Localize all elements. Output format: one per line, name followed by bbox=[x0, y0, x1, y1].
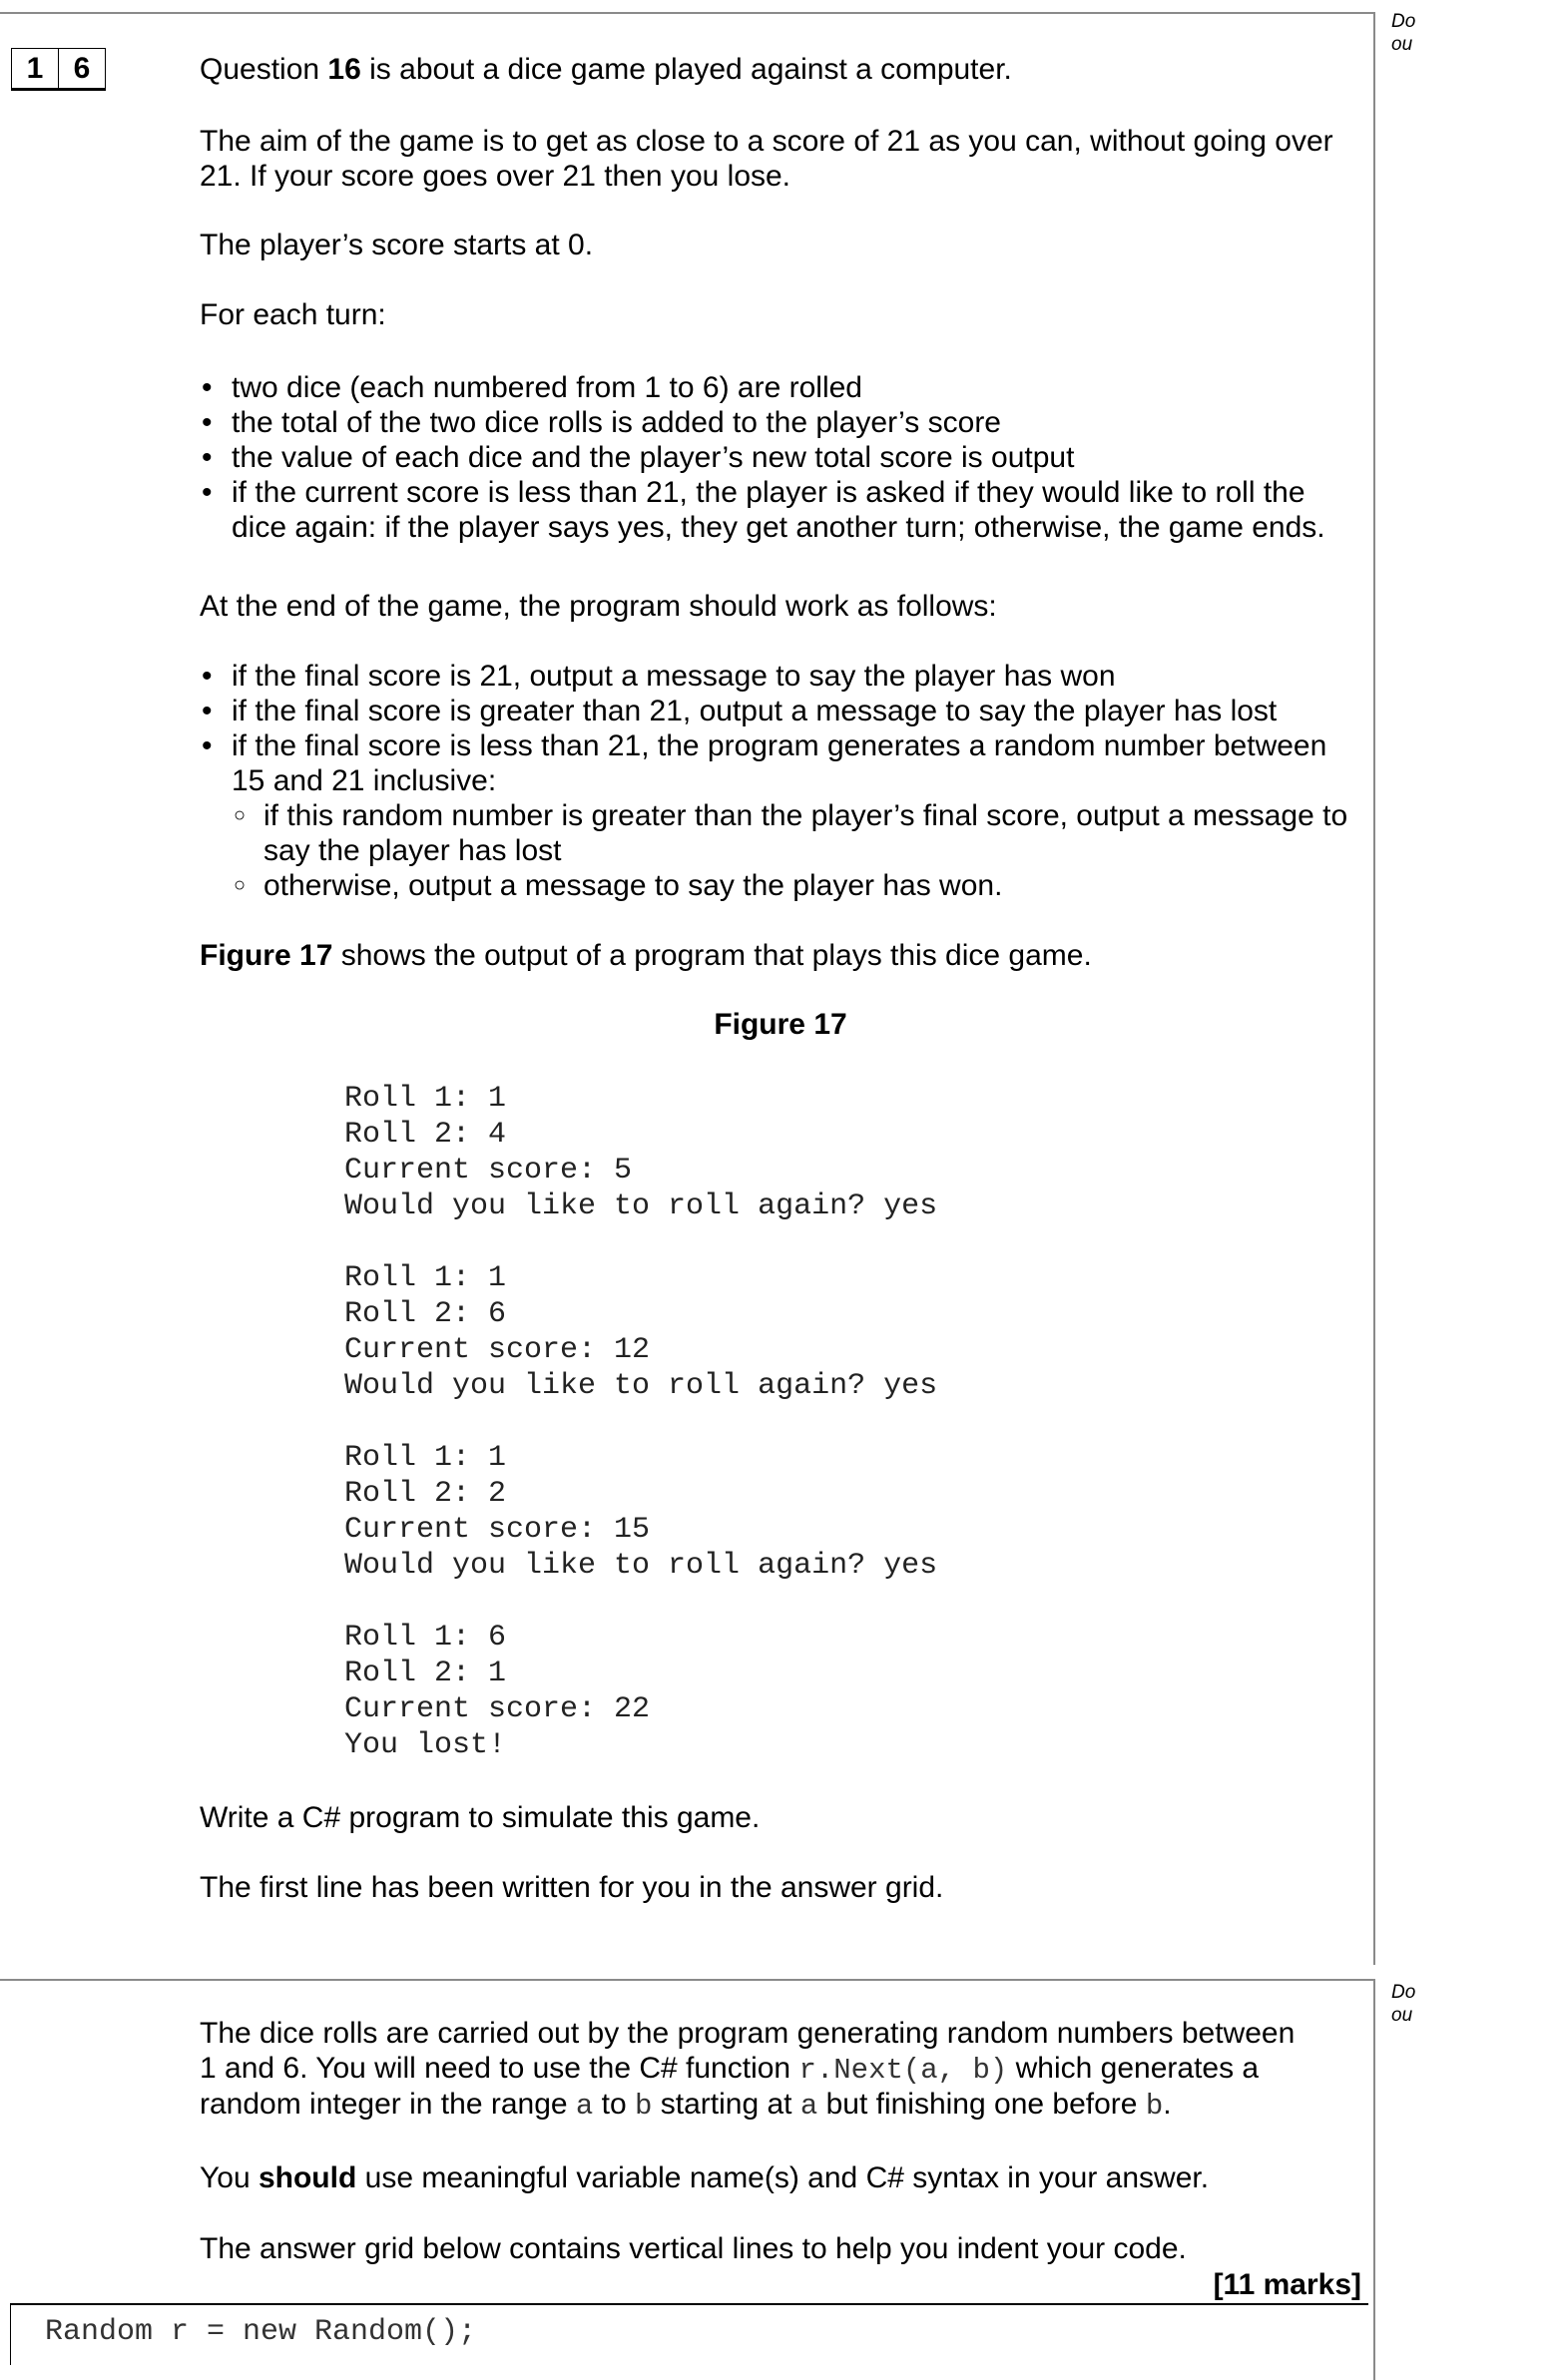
list-item: • if the final score is 21, output a message to say the player has won bbox=[200, 659, 1357, 694]
output-line: Roll 1: 6 bbox=[344, 1621, 507, 1655]
turn-bullet-list bbox=[200, 370, 1357, 545]
answer-first-line: Random r = new Random(); bbox=[45, 2315, 477, 2349]
text: You bbox=[200, 2161, 259, 2194]
inline-code: b bbox=[635, 2090, 653, 2123]
paragraph-line bbox=[200, 2052, 1367, 2089]
sub-bullet-list bbox=[232, 798, 1357, 903]
text: . bbox=[1163, 2088, 1172, 2121]
figure-ref-text: shows the output of a program that plays this dice game. bbox=[332, 939, 1092, 972]
margin-note bbox=[1391, 10, 1415, 56]
inline-code: b bbox=[1145, 2090, 1164, 2123]
margin-note-line: ou bbox=[1391, 2005, 1413, 2026]
output-line: Current score: 5 bbox=[344, 1154, 633, 1188]
inline-code: r.Next(a, b) bbox=[798, 2053, 1008, 2087]
sub-list-item: ○ if this random number is greater than the player’s final score, output a message to say the player has lost bbox=[232, 798, 1357, 868]
sub-list-item: ○ otherwise, output a message to say the player has won. bbox=[232, 868, 1357, 903]
dice-rolls-paragraph bbox=[200, 2017, 1367, 2125]
figure-title: Figure 17 bbox=[714, 1008, 847, 1041]
first-line-note: The first line has been written for you in the answer grid. bbox=[200, 1871, 944, 1904]
inline-code: a bbox=[575, 2090, 594, 2123]
list-item: • if the final score is greater than 21, output a message to say the player has lost bbox=[200, 694, 1357, 728]
margin-note-line: Do bbox=[1391, 11, 1416, 32]
figure-ref-bold: Figure 17 bbox=[200, 939, 333, 972]
output-line: Roll 2: 4 bbox=[344, 1118, 507, 1152]
grid-note: The answer grid below contains vertical lines to help you indent your code. bbox=[200, 2232, 1187, 2265]
list-item: • the value of each dice and the player’s new total score is output bbox=[200, 440, 1357, 475]
intro-number: 16 bbox=[327, 53, 361, 86]
output-line: You lost! bbox=[344, 1728, 507, 1762]
list-item: • the total of the two dice rolls is added to the player’s score bbox=[200, 405, 1357, 440]
text: but finishing one before bbox=[817, 2088, 1146, 2121]
start-paragraph: The player’s score starts at 0. bbox=[200, 229, 594, 261]
output-block bbox=[344, 1620, 937, 1763]
output-line: Would you like to roll again? yes bbox=[344, 1190, 938, 1223]
should-instruction bbox=[200, 2160, 1367, 2195]
output-line: Roll 2: 2 bbox=[344, 1477, 507, 1511]
output-block bbox=[344, 1260, 937, 1404]
list-item: • if the current score is less than 21, the player is asked if they would like to roll the dice again: if the player says yes, they get another turn; otherwise, the game ends. bbox=[200, 475, 1357, 545]
write-program-instruction: Write a C# program to simulate this game. bbox=[200, 1801, 761, 1834]
margin-note-line: Do bbox=[1391, 1982, 1416, 2003]
figure-reference bbox=[200, 938, 1367, 973]
end-bullet-list bbox=[200, 659, 1357, 903]
end-intro: At the end of the game, the program should work as follows: bbox=[200, 590, 997, 623]
text: to bbox=[593, 2088, 636, 2121]
emphasis: should bbox=[258, 2161, 357, 2194]
figure-output bbox=[344, 1081, 937, 1763]
paragraph-line: The dice rolls are carried out by the program generating random numbers between bbox=[200, 2017, 1296, 2050]
paragraph-line bbox=[200, 2088, 1367, 2125]
list-item: • two dice (each numbered from 1 to 6) are rolled bbox=[200, 370, 1357, 405]
question-digit: 6 bbox=[58, 49, 105, 88]
inline-code: a bbox=[799, 2090, 818, 2123]
output-line: Roll 2: 6 bbox=[344, 1297, 507, 1331]
text: use meaningful variable name(s) and C# syntax in your answer. bbox=[356, 2161, 1210, 2194]
output-line: Roll 2: 1 bbox=[344, 1657, 507, 1690]
output-line: Current score: 22 bbox=[344, 1692, 651, 1726]
output-line: Roll 1: 1 bbox=[344, 1441, 507, 1475]
output-block bbox=[344, 1440, 937, 1584]
question-intro bbox=[200, 52, 1367, 87]
margin-note bbox=[1391, 1981, 1415, 2027]
margin-note-line: ou bbox=[1391, 34, 1413, 55]
each-turn-heading: For each turn: bbox=[200, 298, 386, 331]
output-line: Current score: 12 bbox=[344, 1333, 651, 1367]
text: starting at bbox=[652, 2088, 800, 2121]
text: 1 and 6. You will need to use the C# function bbox=[200, 2051, 799, 2085]
output-line: Would you like to roll again? yes bbox=[344, 1369, 938, 1403]
output-line: Would you like to roll again? yes bbox=[344, 1549, 938, 1583]
intro-text: Question bbox=[200, 53, 328, 86]
output-line: Roll 1: 1 bbox=[344, 1261, 507, 1295]
marks-label: [11 marks] bbox=[1213, 2268, 1361, 2301]
text: random integer in the range bbox=[200, 2088, 576, 2121]
list-item-text: if the final score is less than 21, the program generates a random number between 15 and 21 inclusive: bbox=[232, 729, 1327, 797]
question-number-box bbox=[11, 48, 106, 91]
output-line: Roll 1: 1 bbox=[344, 1082, 507, 1116]
output-block bbox=[344, 1081, 937, 1224]
text: which generates a bbox=[1007, 2051, 1260, 2085]
intro-text: is about a dice game played against a computer. bbox=[360, 53, 1012, 86]
aim-paragraph: The aim of the game is to get as close to a score of 21 as you can, without going over 21. If your score goes over 21 then you lose. bbox=[200, 125, 1333, 193]
question-digit: 1 bbox=[26, 51, 44, 85]
list-item bbox=[200, 728, 1357, 903]
output-line: Current score: 15 bbox=[344, 1513, 651, 1547]
